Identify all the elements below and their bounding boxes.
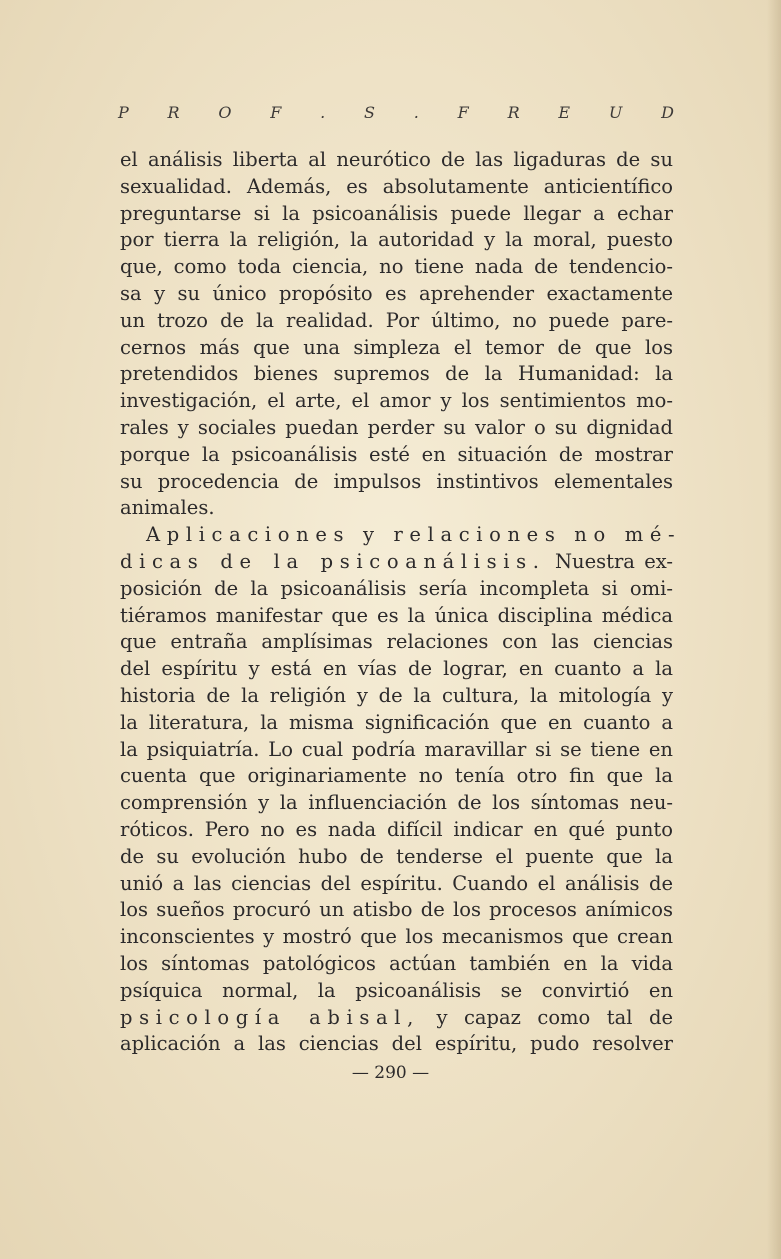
body-text [120, 147, 682, 1058]
section-heading-continuation: Nuestra ex- [545, 549, 673, 573]
running-head-letter: S [364, 103, 376, 122]
running-head-letter: U [608, 103, 623, 122]
text-line: porque la psicoanálisis esté en situación de mostrar [120, 442, 673, 466]
text-line: róticos. Pero no es nada difícil indicar en qué punto [120, 817, 673, 841]
text-line: preguntarse si la psicoanálisis puede llegar a echar [120, 201, 673, 225]
running-head-letter: . [413, 103, 419, 122]
running-head-letter: R [507, 103, 520, 122]
text-line: por tierra la religión, la autoridad y la moral, puesto [120, 228, 673, 252]
running-head-letter: F [457, 103, 469, 122]
text-line: unió a las ciencias del espíritu. Cuando el análisis de [120, 871, 673, 895]
running-head [118, 103, 674, 122]
section-heading-part1: Aplicaciones y relaciones no mé- [146, 523, 682, 547]
running-head-letter: F [270, 103, 282, 122]
text-line: posición de la psicoanálisis sería incompleta si omi- [120, 576, 673, 600]
text-line: que entraña amplísimas relaciones con las ciencias [120, 630, 673, 654]
running-head-letter: D [661, 103, 674, 122]
text-line: la literatura, la misma significación que en cuanto a [120, 710, 673, 734]
text-line: investigación, el arte, el amor y los sentimientos mo- [120, 389, 673, 413]
spaced-term-continuation: y capaz como tal de [419, 1005, 673, 1029]
section-heading-line-2 [120, 549, 673, 576]
spaced-term: psicología abisal, [120, 1005, 420, 1029]
text-line: psíquica normal, la psicoanálisis se convirtió en [120, 978, 673, 1002]
text-line: comprensión y la influenciación de los síntomas neu- [120, 791, 673, 815]
text-line: rales y sociales puedan perder su valor o su dignidad [120, 415, 673, 439]
text-line: que, como toda ciencia, no tiene nada de tendencio- [120, 255, 673, 279]
text-line: aplicación a las ciencias del espíritu, pudo resolver [120, 1032, 673, 1056]
text-line: el análisis liberta al neurótico de las ligaduras de su [120, 148, 673, 171]
text-line: pretendidos bienes supremos de la Humanidad: la [120, 362, 673, 386]
section-heading-line [120, 522, 682, 549]
text-line: de su evolución hubo de tenderse el puente que la [120, 844, 673, 868]
text-line: sexualidad. Además, es absolutamente anticientífico [120, 174, 673, 198]
text-line: sa y su único propósito es aprehender exactamente [120, 281, 673, 305]
spaced-term-line [120, 1005, 673, 1032]
text-line: inconscientes y mostró que los mecanismos que crean [120, 925, 673, 949]
text-line: cuenta que originariamente no tenía otro fin que la [120, 764, 673, 788]
running-head-letter: E [558, 103, 571, 122]
running-head-letter: P [118, 103, 129, 122]
text-line: su procedencia de impulsos instintivos elementales [120, 469, 673, 493]
page-number: — 290 — [351, 1063, 430, 1083]
text-line: tiéramos manifestar que es la única disciplina médica [120, 603, 673, 627]
section-heading-part2: dicas de la psicoanálisis. [120, 549, 546, 573]
text-line: la psiquiatría. Lo cual podría maravillar si se tiene en [120, 737, 673, 761]
text-line: historia de la religión y de la cultura, la mitología y [120, 683, 673, 707]
running-head-letter: O [218, 103, 232, 122]
text-line: cernos más que una simpleza el temor de que los [120, 335, 673, 359]
text-line: animales. [120, 496, 215, 520]
running-head-letter: . [320, 103, 326, 122]
text-line: los síntomas patológicos actúan también en la vida [120, 951, 673, 975]
text-line: del espíritu y está en vías de lograr, en cuanto a la [120, 657, 673, 681]
running-head-letter: R [167, 103, 180, 122]
text-line: un trozo de la realidad. Por último, no puede pare- [120, 308, 673, 332]
text-line: los sueños procuró un atisbo de los procesos anímicos [120, 898, 673, 922]
